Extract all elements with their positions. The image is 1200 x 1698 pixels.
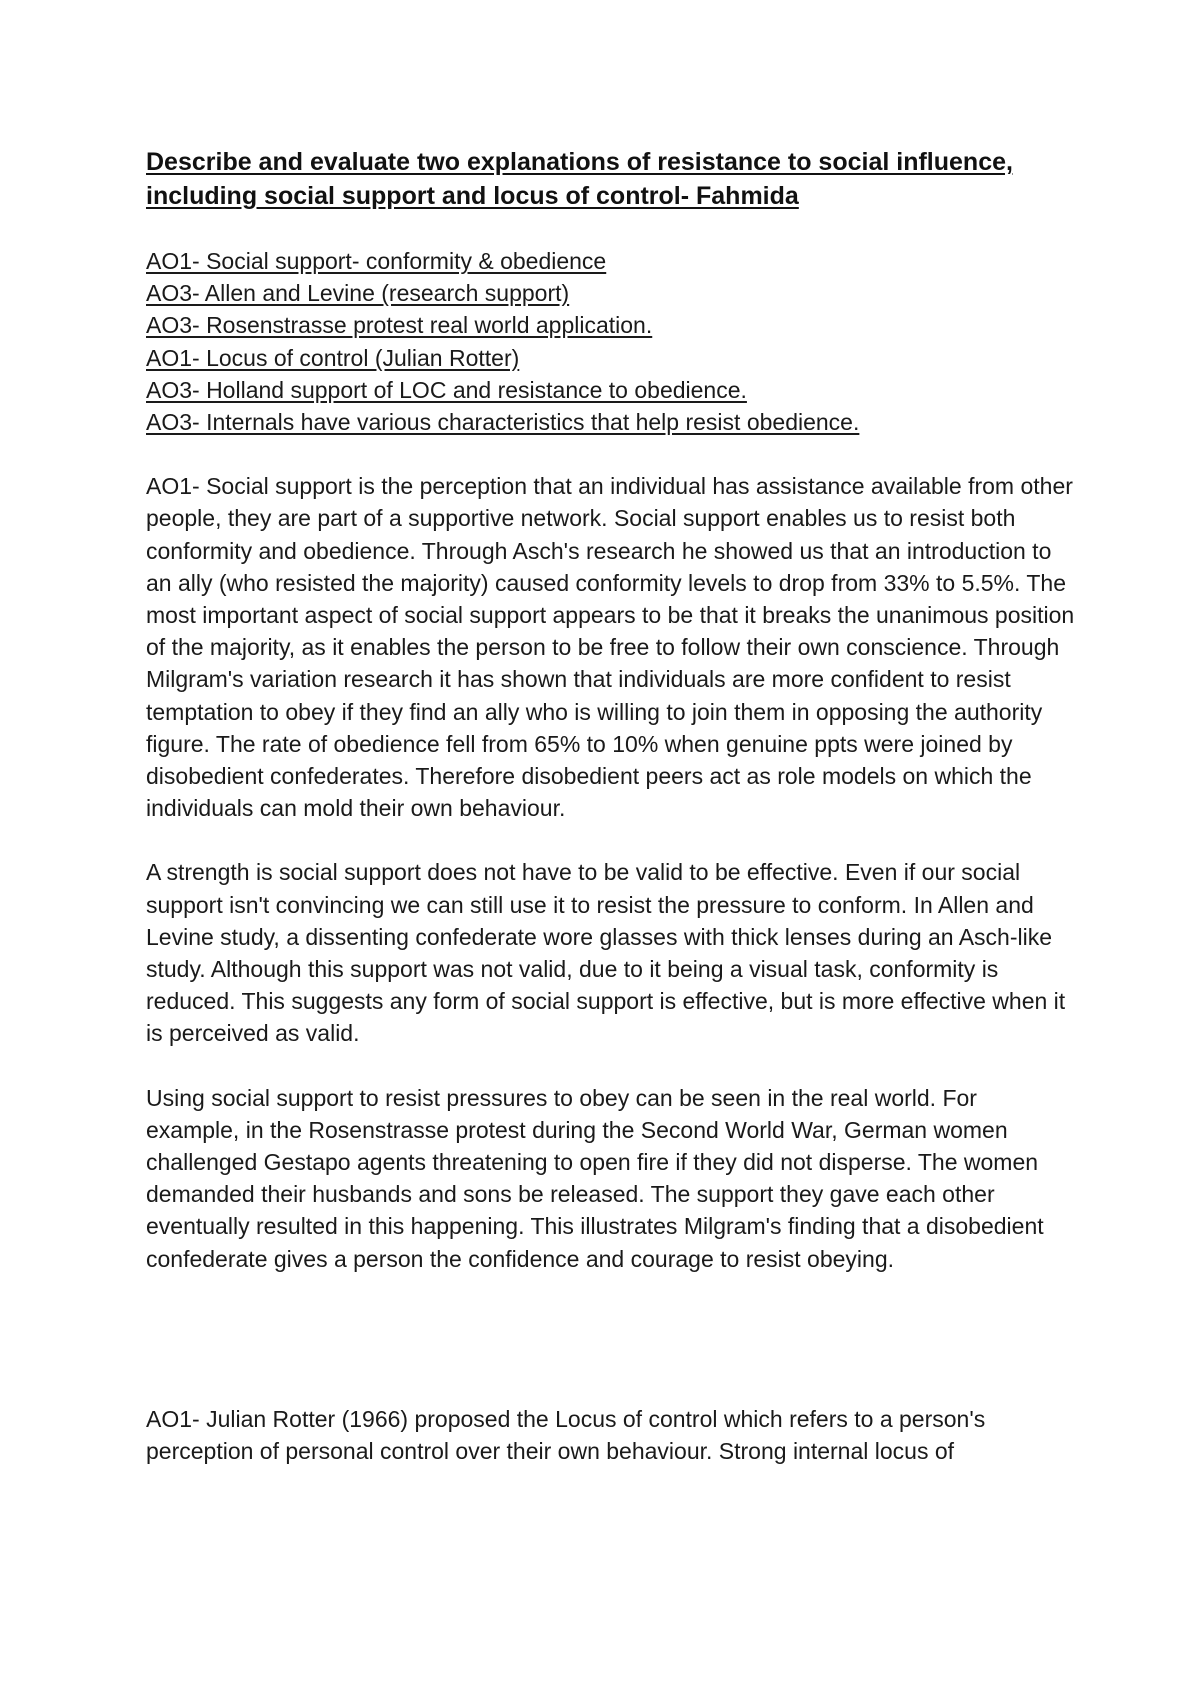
essay-title: Describe and evaluate two explanations of resistance to social influence, including social support and locus of control- Fahmida: [146, 148, 1013, 210]
plan-item: AO3- Internals have various characteristics that help resist obedience.: [146, 409, 860, 436]
paragraph-locus-of-control: AO1- Julian Rotter (1966) proposed the Locus of control which refers to a person's perception of personal control over their own behaviour. Strong internal locus of: [146, 1405, 986, 1465]
paragraph-rosenstrasse: Using social support to resist pressures to obey can be seen in the real world. For example, in the Rosenstrasse protest during the Second World War, German women challenged Gestapo agents threatening to open fire if they did not disperse. The women demanded their husbands and sons be released. The support they gave each other eventually resulted in this happening. This illustrates Milgram's finding that a disobedient confederate gives a person the confidence and courage to resist obeying.: [146, 1084, 1044, 1272]
document-page: [146, 145, 1076, 1467]
plan-item: AO1- Social support- conformity & obedience: [146, 248, 607, 274]
paragraph-social-support: AO1- Social support is the perception that an individual has assistance available from other people, they are part of a supportive network. Social support enables us to resist both conformity and obedience. Through Asch's research he showed us that an introduction to an ally (who resisted the majority) caused conformity levels to drop from 33% to 5.5%. The most important aspect of social support appears to be that it breaks the unanimous position of the majority, as it enables the person to be free to follow their own conscience. Through Milgram's variation research it has shown that individuals are more confident to resist temptation to obey if they find an ally who is willing to join them in opposing the authority figure. The rate of obedience fell from 65% to 10% when genuine ppts were joined by disobedient confederates. Therefore disobedient peers act as role models on which the individuals can mold their own behaviour.: [146, 473, 1075, 822]
plan-item: AO1- Locus of control (Julian Rotter): [146, 344, 520, 371]
plan-item: AO3- Holland support of LOC and resistance to obedience.: [146, 376, 747, 403]
paragraph-allen-levine: A strength is social support does not have to be valid to be effective. Even if our social support isn't convincing we can still use it to resist the pressure to conform. In Allen and Levine study, a dissenting confederate wore glasses with thick lenses during an Asch-like study. Although this support was not valid, due to it being a visual task, conformity is reduced. This suggests any form of social support is effective, but is more effective when it is perceived as valid.: [146, 859, 1066, 1047]
plan-item: AO3- Rosenstrasse protest real world application.: [146, 312, 653, 339]
plan-item: AO3- Allen and Levine (research support): [146, 280, 570, 307]
essay-plan-list: [146, 245, 1076, 438]
